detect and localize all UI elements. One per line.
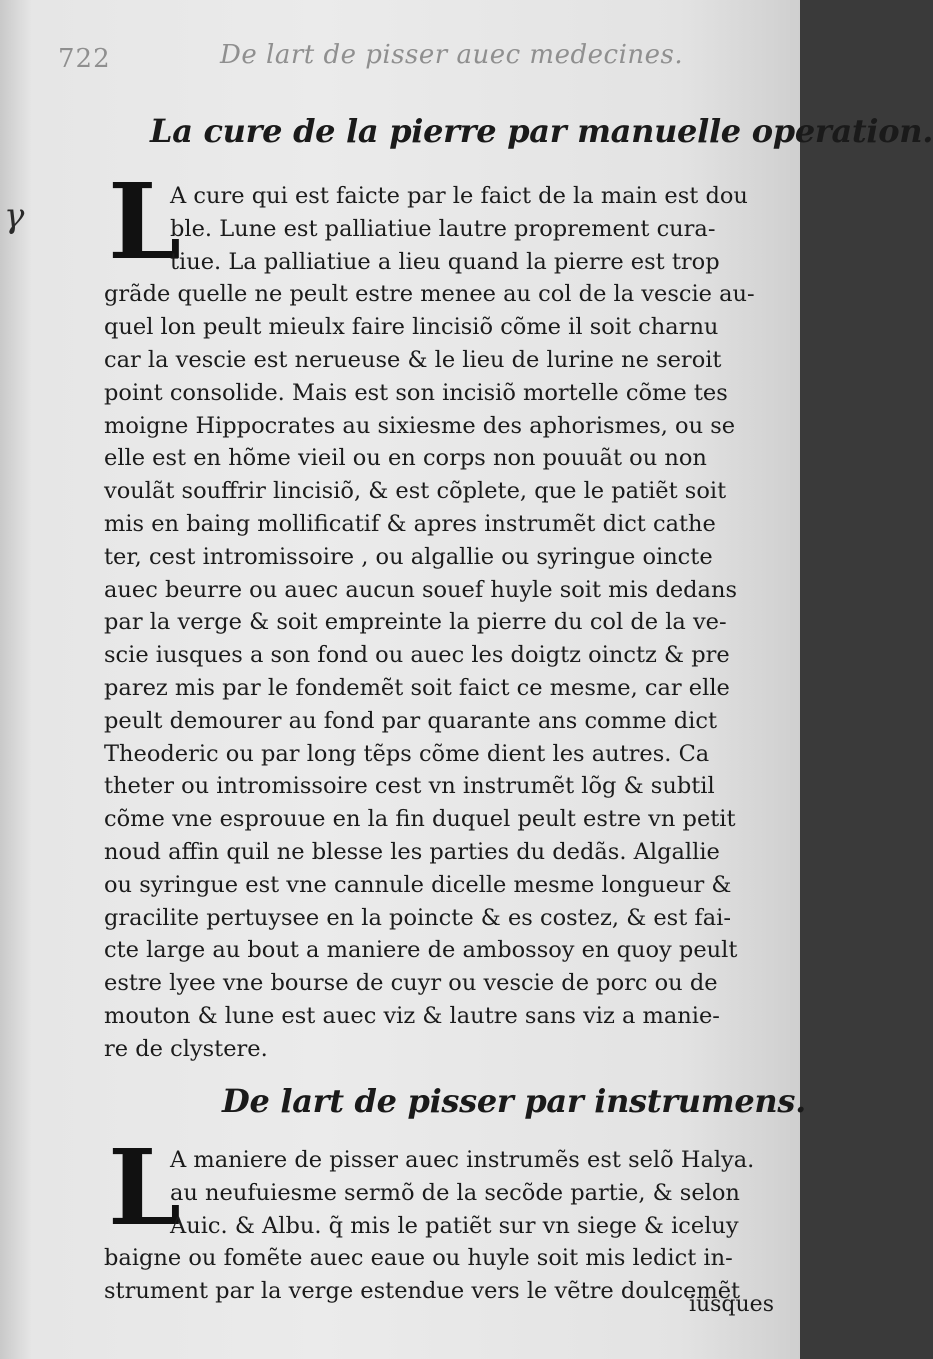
text-line: ou syringue est vne cannule dicelle mesme longueur & [104, 871, 732, 898]
paragraph-cure [104, 180, 794, 1066]
page-number: 722 [58, 44, 111, 74]
text-line: grãde quelle ne peult estre menee au col de la vescie au- [104, 281, 755, 308]
text-line: Theoderic ou par long tẽps cõme dient les autres. Ca [104, 740, 710, 767]
text-line: ble. Lune est palliatiue lautre proprement cura- [170, 215, 716, 242]
text-line: baigne ou fomẽte auec eaue ou huyle soit mis ledict in- [104, 1245, 733, 1272]
text-line: mouton & lune est auec viz & lautre sans viz a manie- [104, 1002, 720, 1029]
text-line: tiue. La palliatiue a lieu quand la pierre est trop [170, 248, 720, 275]
text-line: point consolide. Mais est son incisiõ mortelle cõme tes [104, 379, 728, 406]
section-heading-cure: La cure de la pierre par manuelle operation. [150, 112, 933, 150]
text-line: strument par la verge estendue vers le vẽtre doulcemẽt [104, 1278, 741, 1305]
catchword: iusques [688, 1292, 774, 1317]
text-line: au neufuiesme sermõ de la secõde partie, & selon [170, 1179, 740, 1206]
text-line: cõme vne esprouue en la fin duquel peult estre vn petit [104, 806, 736, 833]
text-line: auec beurre ou auec aucun souef huyle soit mis dedans [104, 576, 737, 603]
drop-cap: L [108, 1126, 182, 1249]
text-line: cte large au bout a maniere de ambossoy en quoy peult [104, 937, 738, 964]
text-line: scie iusques a son fond ou auec les doigtz oinctz & pre [104, 642, 730, 669]
text-line: par la verge & soit empreinte la pierre du col de la ve- [104, 609, 727, 636]
text-line: parez mis par le fondemẽt soit faict ce mesme, car elle [104, 674, 730, 701]
text-line: car la vescie est nerueuse & le lieu de lurine ne seroit [104, 346, 722, 373]
section-heading-instrumens: De lart de pisser par instrumens. [222, 1082, 806, 1120]
text-line: A maniere de pisser auec instrumẽs est selõ Halya. [170, 1147, 755, 1173]
text-line: quel lon peult mieulx faire lincisiõ cõme il soit charnu [104, 314, 719, 341]
drop-cap: L [108, 160, 182, 283]
text-line: A cure qui est faicte par le faict de la main est dou [170, 183, 748, 209]
text-line: moigne Hippocrates au sixiesme des aphorismes, ou se [104, 412, 736, 439]
text-line: noud affin quil ne blesse les parties du dedãs. Algallie [104, 838, 720, 865]
text-line: elle est en hõme vieil ou en corps non pouuãt ou non [104, 445, 707, 472]
running-head [40, 38, 780, 78]
margin-mark: γ [4, 196, 25, 236]
text-line: voulãt souffrir lincisiõ, & est cõplete, que le patiẽt soit [104, 478, 727, 505]
text-line: peult demourer au fond par quarante ans comme dict [104, 707, 717, 734]
text-line: estre lyee vne bourse de cuyr ou vescie de porc ou de [104, 970, 718, 997]
text-line: theter ou intromissoire cest vn instrumẽt lõg & subtil [104, 773, 715, 800]
paragraph-instrumens [104, 1144, 794, 1308]
text-line: ter, cest intromissoire , ou algallie ou syringue oincte [104, 543, 713, 570]
text-line: gracilite pertuysee en la poincte & es costez, & est fai- [104, 904, 731, 931]
running-title: De lart de pisser auec medecines. [220, 40, 684, 70]
text-line: mis en baing mollificatif & apres instrumẽt dict cathe [104, 510, 716, 537]
text-line: re de clystere. [104, 1035, 268, 1062]
text-line: Auic. & Albu. q̃ mis le patiẽt sur vn siege & iceluy [170, 1212, 739, 1239]
